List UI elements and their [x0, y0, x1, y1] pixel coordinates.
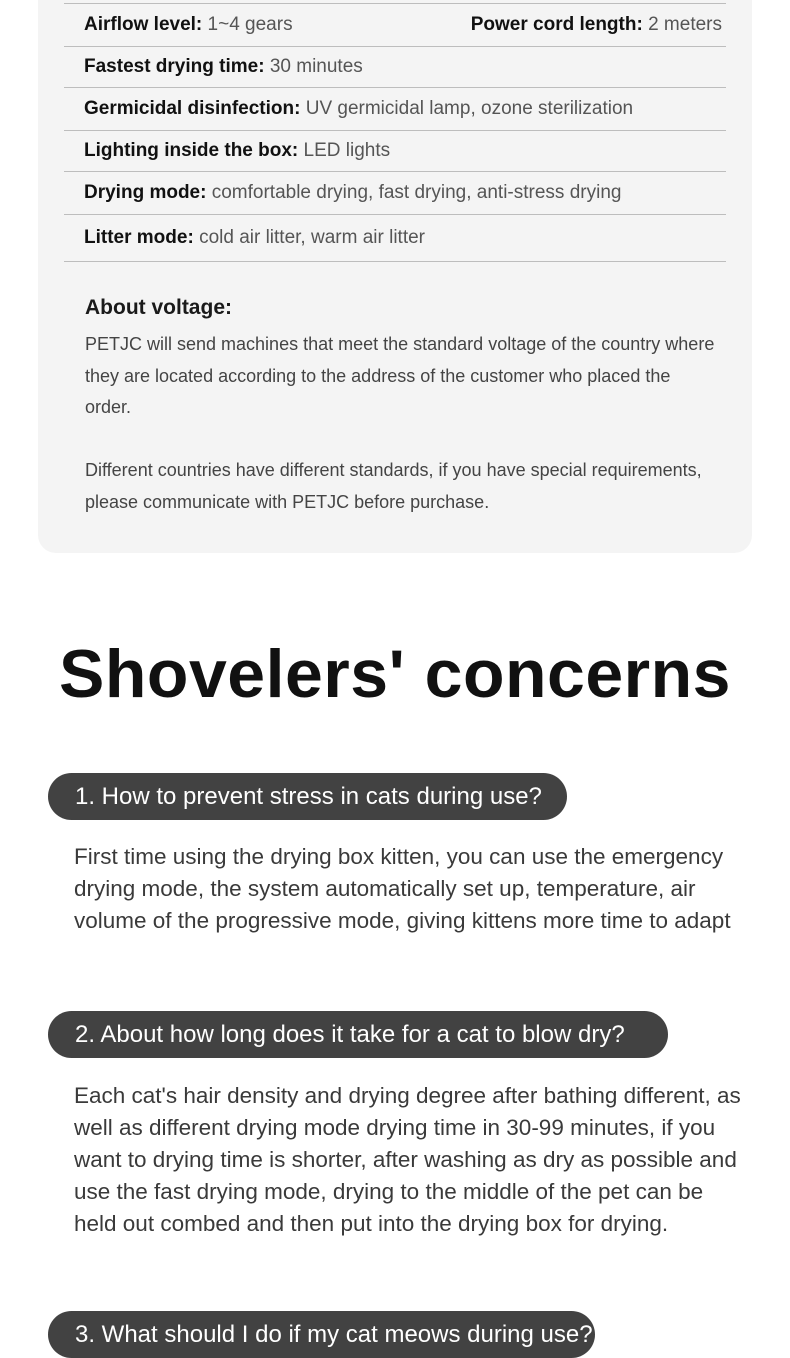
spec-value: LED lights — [303, 140, 391, 161]
faq-question-3: 3. What should I do if my cat meows during use? — [48, 1311, 595, 1358]
faq-question-2: 2. About how long does it take for a cat to blow dry? — [48, 1011, 668, 1058]
spec-row-lighting — [64, 131, 726, 172]
spec-label: Airflow level: — [84, 14, 203, 35]
spec-row-disinfection — [64, 88, 726, 131]
section-title: Shovelers' concerns — [59, 636, 731, 712]
spec-value: comfortable drying, fast drying, anti-stress drying — [211, 182, 622, 203]
spec-value: 1~4 gears — [207, 14, 293, 35]
spec-value: 30 minutes — [269, 56, 363, 77]
faq-question-1: 1. How to prevent stress in cats during use? — [48, 773, 567, 820]
faq-answer-1: First time using the drying box kitten, you can use the emergency drying mode, the system automatically set up, temperature, air volume of the progressive mode, giving kittens more time to adapt — [74, 844, 731, 933]
spec-label: Power cord length: — [470, 14, 643, 35]
spec-value: cold air litter, warm air litter — [199, 227, 426, 248]
spec-label: Lighting inside the box: — [84, 140, 299, 161]
spec-label: Germicidal disinfection: — [84, 98, 301, 119]
spec-row-airflow — [64, 4, 726, 47]
spec-label: Litter mode: — [84, 227, 194, 248]
spec-label: Fastest drying time: — [84, 56, 265, 77]
spec-value: UV germicidal lamp, ozone sterilization — [305, 98, 634, 119]
voltage-heading: About voltage: — [85, 296, 232, 319]
spec-value: 2 meters — [648, 14, 722, 35]
voltage-paragraph: Different countries have different standards, if you have special requirements, please communicate with PETJC before purchase. — [85, 460, 702, 512]
spec-row-drying-time — [64, 47, 726, 88]
spec-label: Drying mode: — [84, 182, 207, 203]
voltage-paragraph: PETJC will send machines that meet the standard voltage of the country where they are located according to the address of the customer who placed the order. — [85, 334, 715, 417]
spec-row-drying-mode — [64, 172, 726, 215]
spec-row-litter-mode — [64, 215, 726, 262]
faq-answer-2: Each cat's hair density and drying degree after bathing different, as well as different drying mode drying time in 30-99 minutes, if you want to drying time is shorter, after washing as dry as possible and use the fast drying mode, drying to the middle of the pet can be held out combed and then put into the drying box for drying. — [74, 1083, 741, 1236]
